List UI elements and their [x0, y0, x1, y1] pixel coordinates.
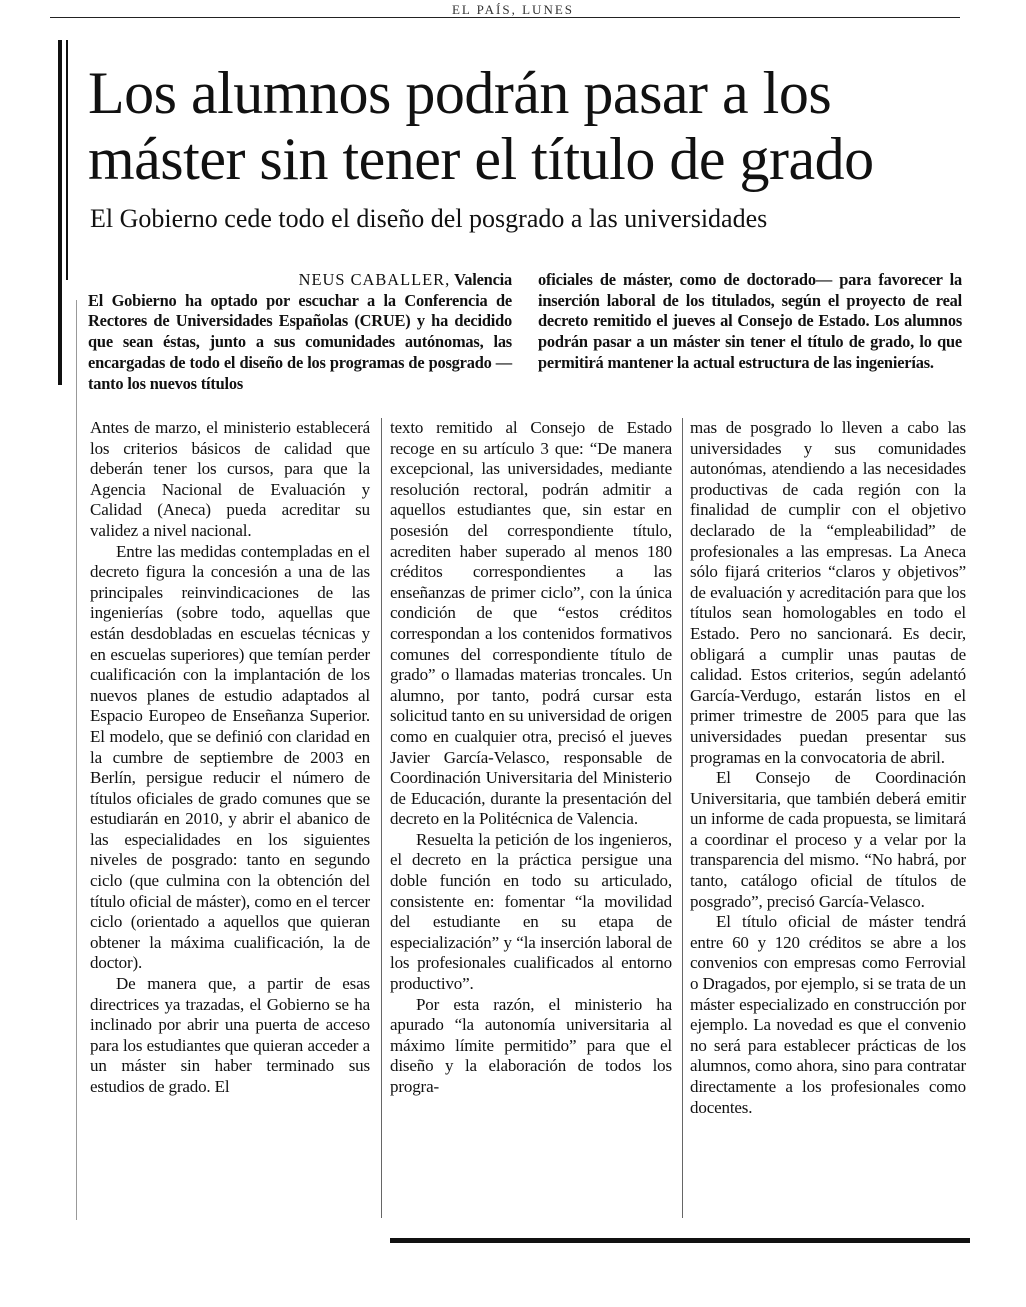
top-rule — [50, 17, 960, 18]
body-paragraph: texto remitido al Consejo de Estado recoge en su artículo 3 que: “De manera excepcional, las universidades, mediante resolución rectoral, podrán admitir a aquellos estudiantes que, sin estar en posesión del correspondiente título, acrediten haber superado al menos 180 créditos correspondientes a las enseñanzas de primer ciclo”, con la única condición de que “estos créditos correspondan a los contenidos formativos comunes del correspondiente título de grado” o llamadas materias troncales. Un alumno, por tanto, podrá cursar esta solicitud tanto en su universidad de origen como en cualquier otra, precisó el jueves Javier García-Velasco, responsable de Coordinación Universitaria del Ministerio de Educación, durante la presentación del decreto en la Politécnica de Valencia. — [390, 418, 672, 829]
lead-column-2 — [538, 270, 962, 374]
byline-location: Valencia — [454, 270, 512, 289]
lead-paragraph-2: oficiales de máster, como de doctorado— para favorecer la inserción laboral de los titulados, según el proyecto de real decreto remitido el jueves al Consejo de Estado. Los alumnos podrán pasar a un máster sin tener el título de grado, lo que permitirá mantener la actual estructura de las ingenierías. — [538, 270, 962, 372]
body-paragraph: Entre las medidas contempladas en el decreto figura la concesión a una de las principales reinvindicaciones de las ingenierías (sobre todo, aquellas que están desdobladas en escuelas técnicas y en escuelas superiores) que temían perder cualificación con la implantación de los nuevos planes de estudio adaptados al Espacio Europeo de Enseñanza Superior. El modelo, que se definió con claridad en la cumbre de septiembre de 2003 en Berlín, persigue reducir el número de títulos oficiales de grado comunes que se estudiarán en 2010, y abrir el abanico de las especialidades en los siguientes niveles de posgrado: tanto en segundo ciclo (que culmina con la obtención del título oficial de máster), como en el tercer ciclo (orientado a aquellos que quieran obtener la máxima cualificación, la de doctor). — [90, 541, 370, 973]
left-margin-bar-thin — [66, 40, 68, 280]
left-margin-bar-thin-lower — [76, 300, 77, 1220]
body-paragraph: Por esta razón, el ministerio ha apurado “la autonomía universitaria al máximo límite permitido” para que el diseño y la elaboración de todos los progra- — [390, 994, 672, 1096]
body-paragraph: De manera que, a partir de esas directrices ya trazadas, el Gobierno se ha inclinado por abrir una puerta de acceso para los estudiantes que quieran acceder a un máster sin haber terminado sus estudios de grado. El — [90, 974, 370, 1096]
subheadline: El Gobierno cede todo el diseño del posgrado a las universidades — [90, 204, 768, 233]
body-column-1 — [90, 418, 370, 1098]
body-paragraph: Antes de marzo, el ministerio establecerá los criterios básicos de calidad que deberán tener los cursos, para que la Agencia Nacional de Evaluación y Calidad (Aneca) pueda acreditar su validez a nivel nacional. — [90, 418, 370, 540]
byline-author: NEUS CABALLER, — [298, 270, 451, 289]
bottom-rule — [390, 1238, 970, 1243]
left-margin-bar — [58, 40, 62, 385]
byline — [88, 270, 512, 291]
body-column-3 — [690, 418, 966, 1118]
headline: Los alumnos podrán pasar a los máster sin tener el título de grado — [88, 60, 874, 192]
body-paragraph: El título oficial de máster tendrá entre 60 y 120 créditos se abre a los convenios con empresas como Ferrovial o Dragados, por ejemplo, si se trata de un máster especializado en construcción por ejemplo. La novedad es que el convenio no será para establecer prácticas de los alumnos, como ahora, sino para contratar directamente a los profesionales como docentes. — [690, 912, 967, 1117]
body-paragraph: mas de posgrado lo lleven a cabo las universidades y sus comunidades autonómas, atendiendo a las necesidades productivas de cada región con la finalidad de cumplir con el objetivo declarado de la “empleabilidad” de profesionales a las empresas. La Aneca sólo fijará criterios “claros y objetivos” de evaluación y acreditación para que los títulos sean homologables en todo el Estado. Pero no sancionará. Es decir, obligará a cumplir unas pautas de calidad. Estos criterios, según adelantó García-Verdugo, estarán listos en el primer trimestre de 2005 para que las universidades puedan presentar sus programas en la convocatoria de abril. — [690, 418, 966, 767]
column-rule — [682, 418, 683, 1218]
lead-column-1 — [88, 270, 512, 394]
body-column-2 — [390, 418, 672, 1098]
lead-paragraph-1: El Gobierno ha optado por escuchar a la Conferencia de Rectores de Universidades Españolas (CRUE) y ha decidido que sean éstas, junto a sus comunidades autónomas, las encargadas de todo el diseño de los programas de posgrado —tanto los nuevos títulos — [88, 290, 512, 393]
body-paragraph: El Consejo de Coordinación Universitaria, que también deberá emitir un informe de cada propuesta, se limitará a coordinar el proceso y a velar por la transparencia del mismo. “No habrá, por tanto, catálogo oficial de títulos de posgrado”, precisó García-Velasco. — [690, 768, 966, 911]
column-rule — [381, 418, 382, 1218]
masthead: EL PAÍS, LUNES — [451, 2, 575, 16]
body-paragraph: Resuelta la petición de los ingenieros, el decreto en la práctica persigue una doble función en todo su articulado, consistente en: fomentar “la movilidad del estudiante en su etapa de especialización” y “la inserción laboral de los profesionales cualificados al entorno productivo”. — [390, 829, 672, 994]
